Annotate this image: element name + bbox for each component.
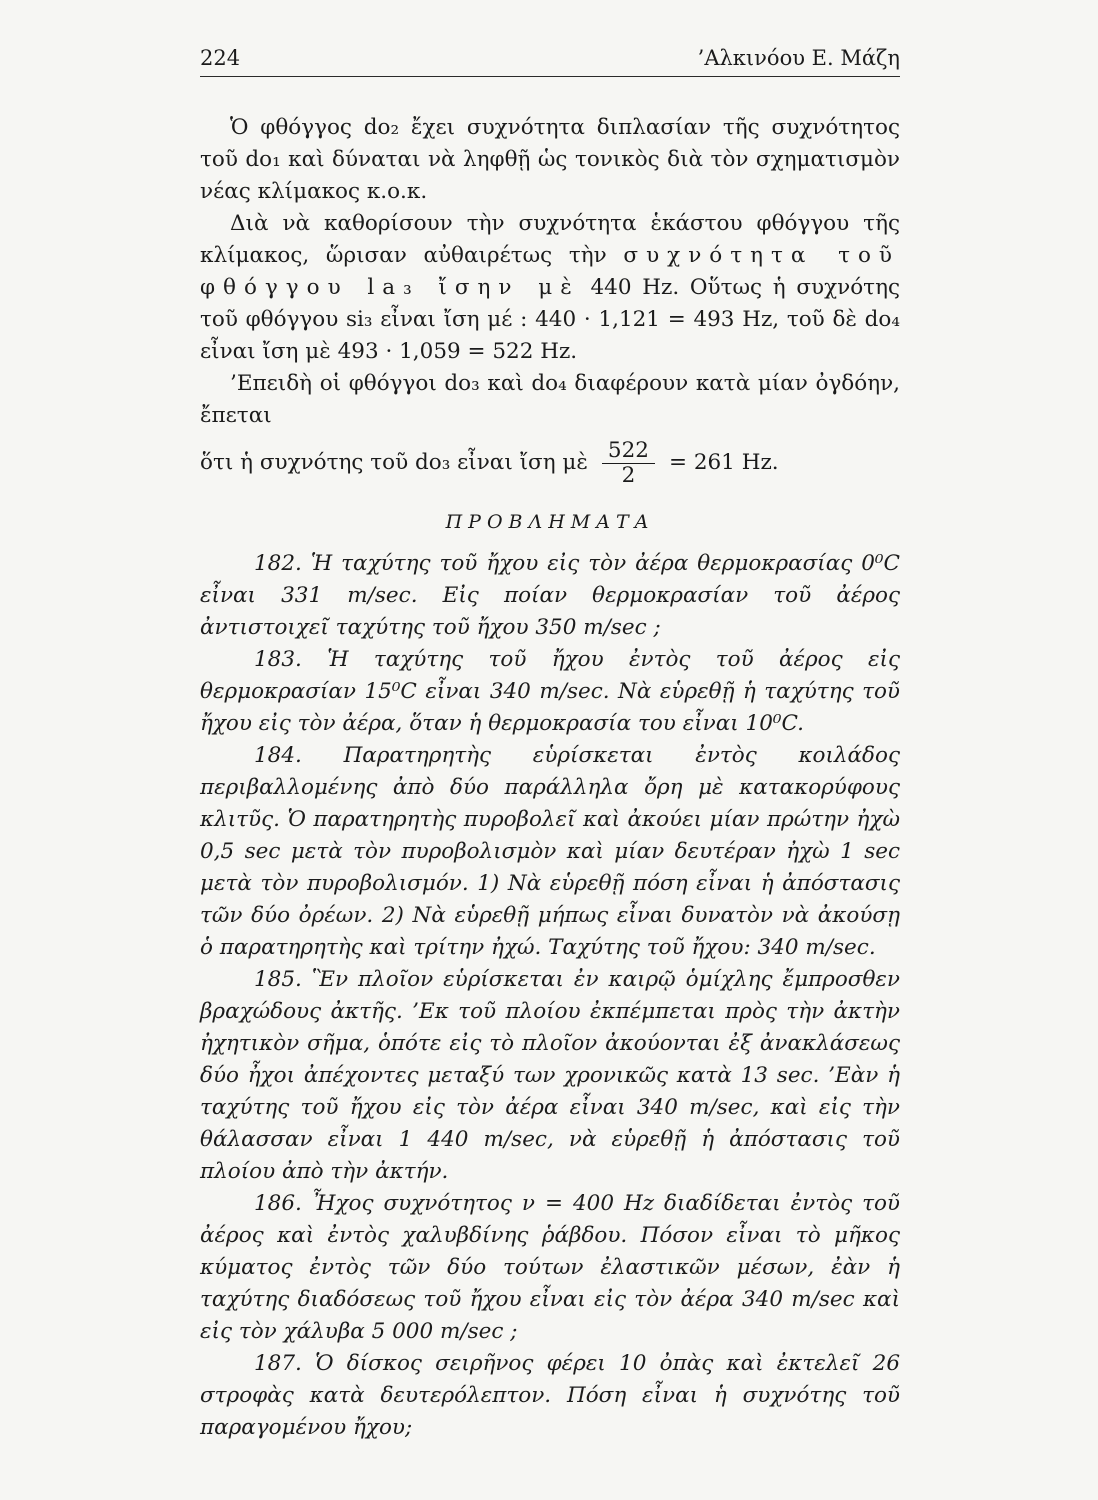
intro-paragraph-3: ’Επειδὴ οἱ φθόγγοι do₃ καὶ do₄ διαφέρουν κατὰ μίαν ὀγδόην, ἔπεται: [200, 371, 900, 428]
problem-183: [200, 644, 900, 740]
fraction-line: [200, 434, 900, 492]
intro-p2-spaced: συχνότητα τοῦ φθόγγου la₃ ἴσην μὲ: [200, 243, 900, 300]
problem-text: Ἡ ταχύτης τοῦ ἤχου εἰς τὸν ἀέρα θερμοκρασίας 0⁰C εἶναι 331 m/sec. Εἰς ποίαν θερμοκρασίαν τοῦ ἀέρος ἀντιστοιχεῖ ταχύτης τοῦ ἤχου 350 m/sec ;: [200, 551, 900, 640]
problem-number: 184.: [254, 743, 302, 768]
fraction: [602, 439, 655, 488]
problem-text: Ἓν πλοῖον εὑρίσκεται ἐν καιρῷ ὁμίχλης ἔμπροσθεν βραχώδους ἀκτῆς. ’Εκ τοῦ πλοίου ἐκπέμπεται πρὸς τὴν ἀκτὴν ἠχητικὸν σῆμα, ὁπότε εἰς τὸ πλοῖον ἀκούονται ἐξ ἀνακλάσεως δύο ἦχοι ἀπέχοντες μεταξύ των χρονικῶς κατὰ 13 sec. ’Εὰν ἡ ταχύτης τοῦ ἤχου εἰς τὸν ἀέρα εἶναι 340 m/sec, καὶ εἰς τὴν θάλασσαν εἶναι 1 440 m/sec, νὰ εὑρεθῇ ἡ ἀπόστασις τοῦ πλοίου ἀπὸ τὴν ἀκτήν.: [200, 967, 900, 1184]
problem-186: [200, 1188, 900, 1348]
problem-182: [200, 548, 900, 644]
intro-p2-a: Διὰ νὰ καθορίσουν τὴν συχνότητα ἑκάστου φθόγγου τῆς κλίμακος, ὥρισαν αὐθαιρέτως τὴν: [200, 211, 900, 268]
fraction-denominator: 2: [621, 462, 636, 488]
problem-list: [200, 548, 900, 1444]
intro-p2-d: 440 · 1,121 = 493 Hz, τοῦ δὲ do₄ εἶναι ἴση μὲ 493 · 1,059 = 522 Hz.: [200, 307, 900, 364]
problem-text: Παρατηρητὴς εὑρίσκεται ἐντὸς κοιλάδος περιβαλλομένης ἀπὸ δύο παράλληλα ὄρη μὲ κατακορύφους κλιτῦς. Ὁ παρατηρητὴς πυροβολεῖ καὶ ἀκούει μίαν πρώτην ἠχὼ 0,5 sec μετὰ τὸν πυροβολισμὸν καὶ μίαν δευτέραν ἠχὼ 1 sec μετὰ τὸν πυροβολισμόν. 1) Νὰ εὑρεθῇ πόση εἶναι ἡ ἀπόστασις τῶν δύο ὀρέων. 2) Νὰ εὑρεθῇ μήπως εἶναι δυνατὸν νὰ ἀκούσῃ ὁ παρατηρητὴς καὶ τρίτην ἠχώ. Ταχύτης τοῦ ἤχου: 340 m/sec.: [200, 743, 900, 960]
intro-paragraph-1: Ὁ φθόγγος do₂ ἔχει συχνότητα διπλασίαν τῆς συχνότητος τοῦ do₁ καὶ δύναται νὰ ληφθῇ ὡς τονικὸς διὰ τὸν σχηματισμὸν νέας κλίμακος κ.ο.κ.: [200, 115, 900, 204]
problem-184: [200, 740, 900, 964]
problem-185: [200, 964, 900, 1188]
page-body: [200, 112, 900, 1444]
page-number: 224: [200, 46, 241, 70]
problem-number: 185.: [254, 967, 302, 992]
running-header: [200, 40, 900, 77]
intro-paragraph-2: [200, 208, 900, 368]
problem-number: 182.: [254, 551, 302, 576]
problem-number: 183.: [254, 647, 302, 672]
fraction-result: = 261 Hz.: [668, 450, 779, 475]
running-title: ’Αλκινόου Ε. Μάζη: [697, 46, 900, 70]
problem-text: Ἦχος συχνότητος ν = 400 Hz διαδίδεται ἐντὸς τοῦ ἀέρος καὶ ἐντὸς χαλυβδίνης ῥάβδου. Πόσον εἶναι τὸ μῆκος κύματος ἐντὸς τῶν δύο τούτων ἐλαστικῶν μέσων, ἐὰν ἡ ταχύτης διαδόσεως τοῦ ἤχου εἶναι εἰς τὸν ἀέρα 340 m/sec καὶ εἰς τὸν χάλυβα 5 000 m/sec ;: [200, 1191, 900, 1344]
problem-187: [200, 1348, 900, 1444]
fraction-numerator: 522: [602, 439, 655, 464]
problem-text: Ἡ ταχύτης τοῦ ἤχου ἐντὸς τοῦ ἀέρος εἰς θερμοκρασίαν 15⁰C εἶναι 340 m/sec. Νὰ εὑρεθῇ ἡ ταχύτης τοῦ ἤχου εἰς τὸν ἀέρα, ὅταν ἡ θερμοκρασία του εἶναι 10⁰C.: [200, 647, 900, 736]
section-title: ΠΡΟΒΛΗΜΑΤΑ: [445, 511, 655, 533]
problem-number: 187.: [254, 1351, 302, 1376]
problem-text: Ὁ δίσκος σειρῆνος φέρει 10 ὀπὰς καὶ ἐκτελεῖ 26 στροφὰς κατὰ δευτερόλεπτον. Πόση εἶναι ἡ συχνότης τοῦ παραγομένου ἤχου;: [200, 1351, 900, 1440]
intro-p2-c: 440 Hz. Οὕτως ἡ συχνότης τοῦ φθόγγου si₃ εἶναι ἴση μέ :: [200, 275, 900, 332]
problem-number: 186.: [254, 1191, 302, 1216]
fraction-lead-text: ὅτι ἡ συχνότης τοῦ do₃ εἶναι ἴση μὲ: [200, 450, 588, 475]
